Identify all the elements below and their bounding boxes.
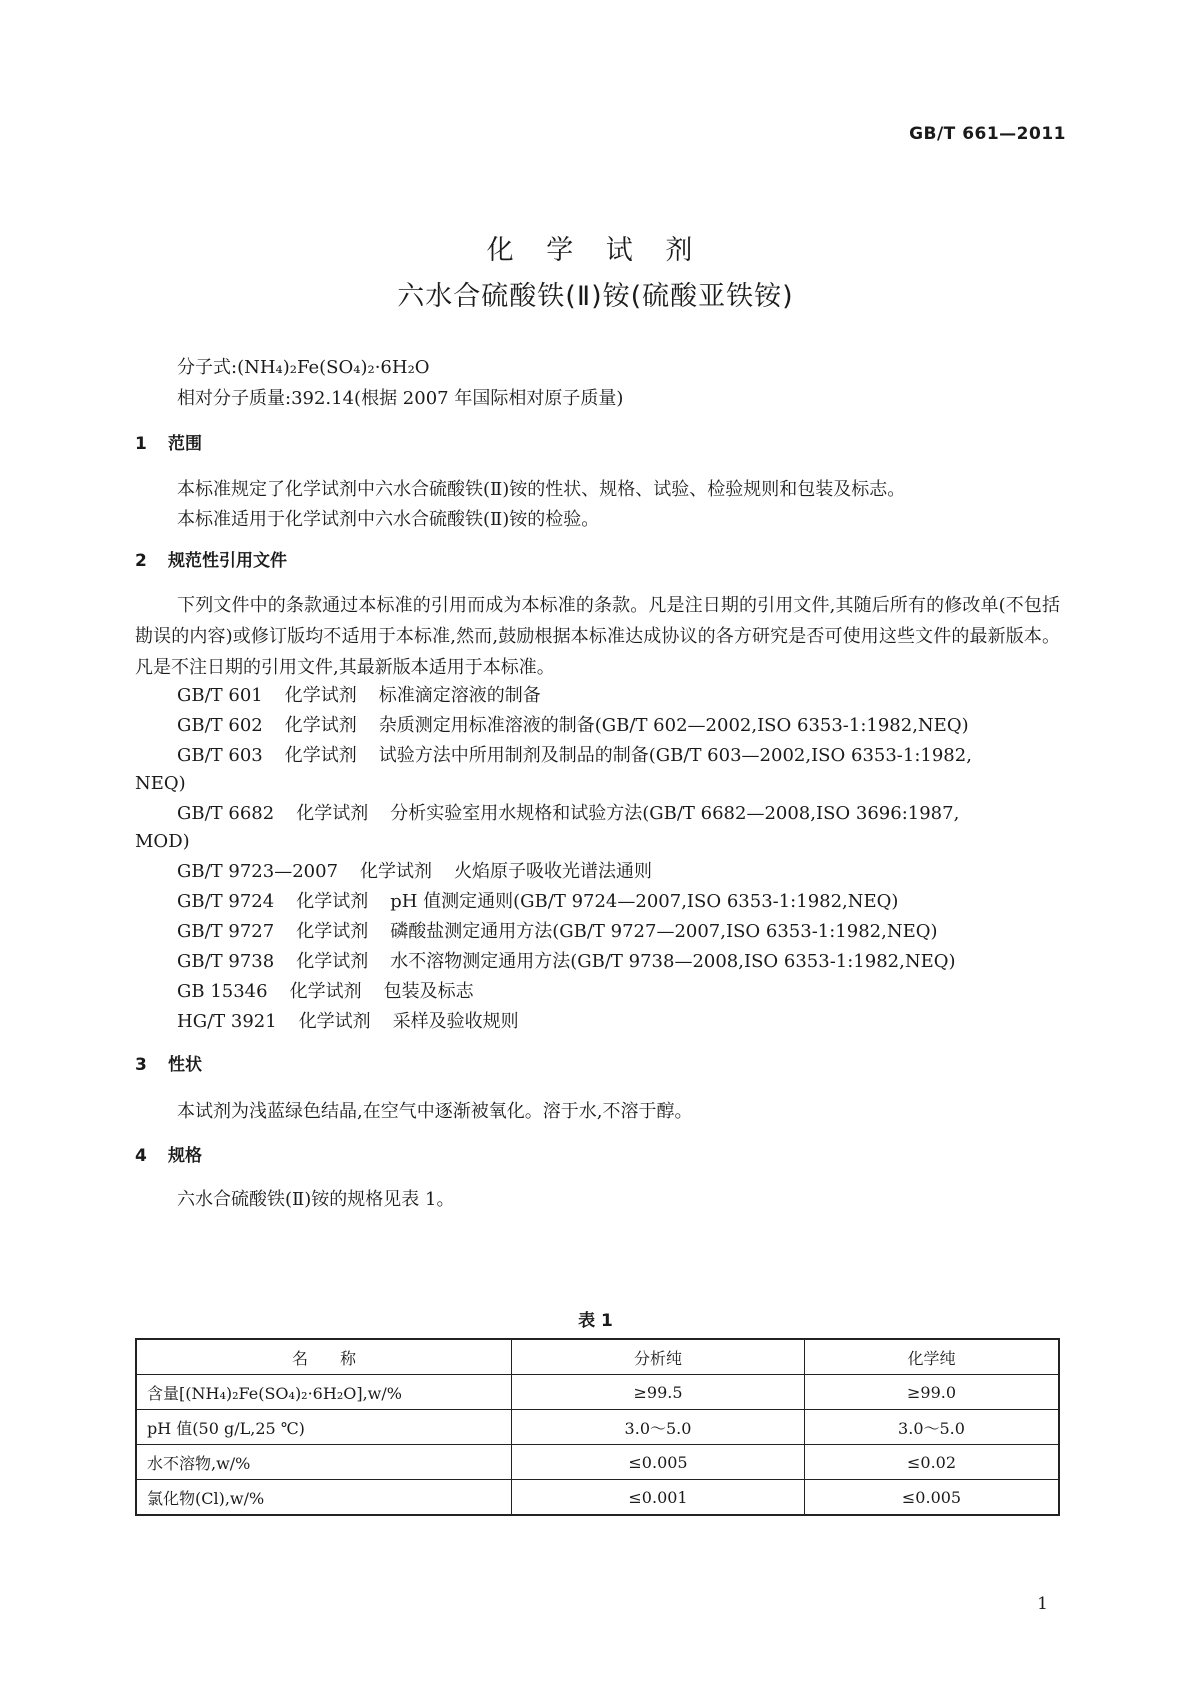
- section-number: 1: [135, 434, 147, 454]
- table-cell: ≥99.0: [805, 1375, 1060, 1410]
- ref-title: 杂质测定用标准溶液的制备(GB/T 602—2002,ISO 6353-1:1982,NEQ): [378, 715, 969, 736]
- doc-title-sub: 六水合硫酸铁(Ⅱ)铵(硫酸亚铁铵): [397, 281, 794, 312]
- molecular-formula: 分子式:(NH₄)₂Fe(SO₄)₂·6H₂O: [177, 357, 430, 378]
- ref-code: HG/T 3921: [177, 1011, 277, 1032]
- ref-title: 水不溶物测定通用方法(GB/T 9738—2008,ISO 6353-1:1982,NEQ): [390, 951, 956, 972]
- reference-item: [177, 1010, 541, 1034]
- ref-category: 化学试剂: [296, 803, 369, 824]
- scope-paragraph-2: 本标准适用于化学试剂中六水合硫酸铁(Ⅱ)铵的检验。: [177, 509, 600, 530]
- standard-code: GB/T 661—2011: [909, 124, 1066, 144]
- section-title: 性状: [168, 1055, 202, 1075]
- section-number: 3: [135, 1055, 147, 1075]
- section-heading-scope: [135, 432, 202, 456]
- section-title: 范围: [168, 434, 202, 454]
- ref-title: 试验方法中所用制剂及制品的制备(GB/T 603—2002,ISO 6353-1:1982,: [378, 745, 972, 766]
- table-header-cell: 名 称: [136, 1339, 512, 1375]
- reference-item: [177, 950, 978, 974]
- section-title: 规格: [168, 1146, 202, 1166]
- ref-category: 化学试剂: [296, 921, 369, 942]
- molecular-mass: 相对分子质量:392.14(根据 2007 年国际相对原子质量): [177, 388, 624, 409]
- reference-continuation: NEQ): [135, 773, 186, 794]
- table-cell: ≤0.005: [512, 1445, 805, 1480]
- table-row: [136, 1445, 1059, 1480]
- table-header-cell: 化学纯: [805, 1339, 1060, 1375]
- ref-code: GB/T 9727: [177, 921, 275, 942]
- ref-category: 化学试剂: [289, 981, 362, 1002]
- ref-category: 化学试剂: [298, 1011, 371, 1032]
- table-cell: ≤0.001: [512, 1480, 805, 1516]
- table-title: 表 1: [578, 1311, 613, 1331]
- section-heading-properties: [135, 1053, 202, 1077]
- ref-category: 化学试剂: [296, 951, 369, 972]
- spec-table: [135, 1338, 1060, 1516]
- ref-title: 分析实验室用水规格和试验方法(GB/T 6682—2008,ISO 3696:1987,: [390, 803, 960, 824]
- reference-item: [177, 860, 674, 884]
- reference-item: [177, 920, 960, 944]
- properties-paragraph: 本试剂为浅蓝绿色结晶,在空气中逐渐被氧化。溶于水,不溶于醇。: [177, 1101, 693, 1122]
- ref-title: 包装及标志: [383, 981, 474, 1002]
- table-row: [136, 1410, 1059, 1445]
- page-number: 1: [1037, 1594, 1048, 1614]
- ref-category: 化学试剂: [284, 715, 357, 736]
- reference-item: [177, 684, 563, 708]
- doc-title-main: 化 学 试 剂: [486, 235, 705, 266]
- scope-paragraph-1: 本标准规定了化学试剂中六水合硫酸铁(Ⅱ)铵的性状、规格、试验、检验规则和包装及标志。: [177, 479, 906, 500]
- table-cell: 水不溶物,w/%: [136, 1445, 512, 1480]
- ref-title: 标准滴定溶液的制备: [378, 685, 541, 706]
- ref-code: GB/T 6682: [177, 803, 275, 824]
- table-row: [136, 1375, 1059, 1410]
- reference-continuation: MOD): [135, 831, 190, 852]
- table-cell: pH 值(50 g/L,25 ℃): [136, 1410, 512, 1445]
- normative-intro: [135, 590, 1060, 683]
- ref-category: 化学试剂: [296, 891, 369, 912]
- section-number: 4: [135, 1146, 147, 1166]
- ref-code: GB 15346: [177, 981, 268, 1002]
- reference-item: [177, 744, 994, 768]
- spec-paragraph: 六水合硫酸铁(Ⅱ)铵的规格见表 1。: [177, 1189, 455, 1210]
- reference-item: [177, 714, 991, 738]
- ref-title: 火焰原子吸收光谱法通则: [454, 861, 653, 882]
- ref-code: GB/T 9738: [177, 951, 275, 972]
- ref-title: 磷酸盐测定通用方法(GB/T 9727—2007,ISO 6353-1:1982,NEQ): [390, 921, 938, 942]
- ref-code: GB/T 9723—2007: [177, 861, 339, 882]
- section-title: 规范性引用文件: [168, 551, 287, 571]
- ref-title: 采样及验收规则: [392, 1011, 519, 1032]
- reference-item: [177, 980, 496, 1004]
- ref-category: 化学试剂: [284, 685, 357, 706]
- table-header-cell: 分析纯: [512, 1339, 805, 1375]
- table-cell: 含量[(NH₄)₂Fe(SO₄)₂·6H₂O],w/%: [136, 1375, 512, 1410]
- reference-item: [177, 802, 981, 826]
- ref-code: GB/T 601: [177, 685, 263, 706]
- section-number: 2: [135, 551, 147, 571]
- table-row: [136, 1480, 1059, 1516]
- ref-category: 化学试剂: [360, 861, 433, 882]
- table-cell: 3.0～5.0: [512, 1410, 805, 1445]
- table-cell: ≥99.5: [512, 1375, 805, 1410]
- ref-code: GB/T 602: [177, 715, 263, 736]
- ref-code: GB/T 603: [177, 745, 263, 766]
- table-cell: ≤0.005: [805, 1480, 1060, 1516]
- ref-title: pH 值测定通则(GB/T 9724—2007,ISO 6353-1:1982,NEQ): [390, 891, 899, 912]
- ref-category: 化学试剂: [284, 745, 357, 766]
- reference-item: [177, 890, 920, 914]
- section-heading-spec: [135, 1144, 202, 1168]
- section-heading-normative: [135, 549, 287, 573]
- table-cell: 氯化物(Cl),w/%: [136, 1480, 512, 1516]
- table-cell: 3.0～5.0: [805, 1410, 1060, 1445]
- table-header-row: [136, 1339, 1059, 1375]
- table-cell: ≤0.02: [805, 1445, 1060, 1480]
- ref-code: GB/T 9724: [177, 891, 275, 912]
- normative-intro-text: 下列文件中的条款通过本标准的引用而成为本标准的条款。凡是注日期的引用文件,其随后所有的修改单(不包括勘误的内容)或修订版均不适用于本标准,然而,鼓励根据本标准达成协议的各方研究是否可使用这些文件的最新版本。凡是不注日期的引用文件,其最新版本适用于本标准。: [135, 595, 1060, 678]
